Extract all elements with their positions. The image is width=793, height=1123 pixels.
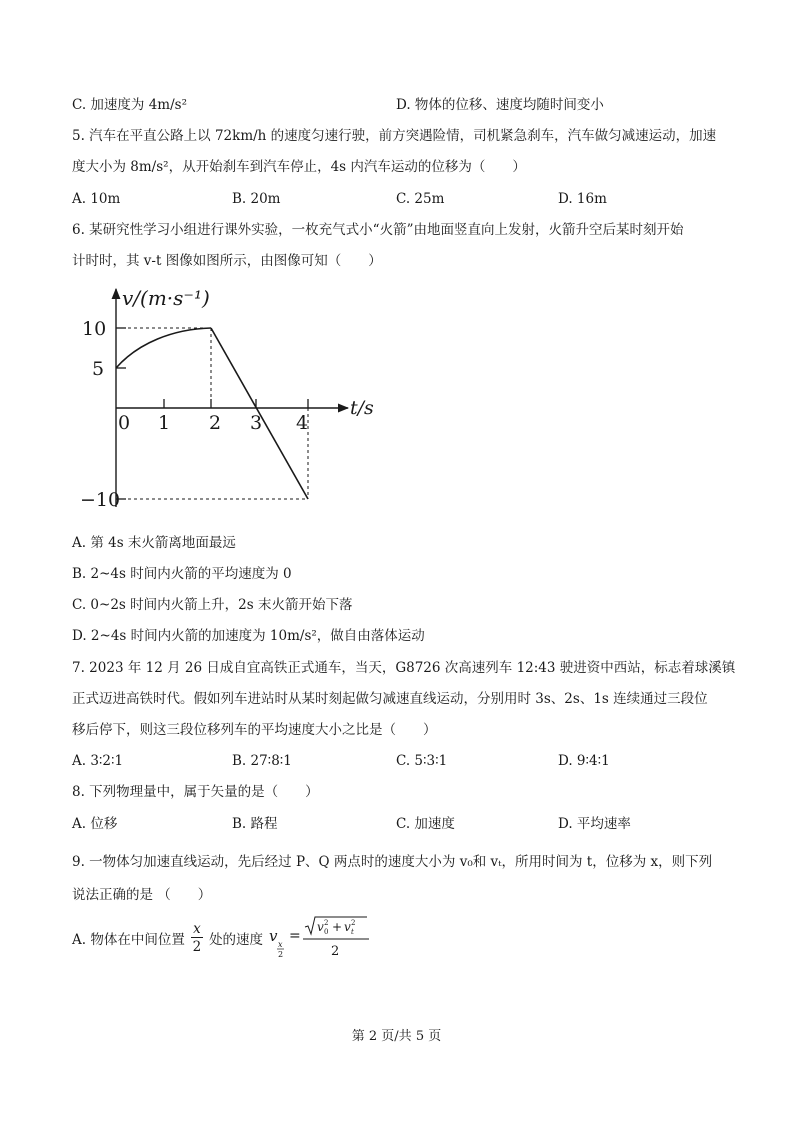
q9-stem-line-2: 说法正确的是 （ ） — [72, 887, 212, 903]
q8-option-b: B. 路程 — [232, 816, 278, 832]
svg-text:+: + — [332, 920, 343, 934]
svg-text:0: 0 — [324, 928, 329, 936]
q4-option-c: C. 加速度为 4m/s² — [72, 97, 188, 113]
fraction-numerator: x — [193, 920, 201, 937]
y-tick-5: 5 — [92, 358, 105, 380]
fraction-denominator: 2 — [192, 938, 202, 955]
q7-option-a: A. 3∶2∶1 — [72, 753, 124, 769]
q7-stem-line-3: 移后停下，则这三段位移列车的平均速度大小之比是（ ） — [72, 722, 437, 738]
svg-text:x: x — [278, 940, 283, 949]
svg-text:2: 2 — [278, 950, 284, 959]
q5-stem-line-1: 5. 汽车在平直公路上以 72km/h 的速度匀速行驶，前方突遇险情，司机紧急刹车，汽车做匀减速运动，加速 — [72, 128, 717, 144]
vt-graph — [78, 283, 378, 511]
q7-option-b: B. 27∶8∶1 — [232, 753, 292, 769]
page-footer: 第 2 页/共 5 页 — [351, 1029, 442, 1044]
q7-option-c: C. 5∶3∶1 — [396, 753, 448, 769]
q5-option-b: B. 20m — [232, 191, 281, 207]
q5-stem-line-2: 度大小为 8m/s²，从开始刹车到汽车停止，4s 内汽车运动的位移为（ ） — [72, 159, 526, 175]
q7-stem-line-1: 7. 2023 年 12 月 26 日成自宜高铁正式通车，当天，G8726 次高速列车 12:43 驶进资中西站，标志着球溪镇 — [72, 660, 736, 676]
q5-option-a: A. 10m — [72, 191, 121, 207]
q9-stem-line-1: 9. 一物体匀加速直线运动，先后经过 P、Q 两点时的速度大小为 v₀和 vₜ，所用时间为 t，位移为 x，则下列 — [72, 854, 713, 870]
q5-option-d: D. 16m — [558, 191, 607, 207]
q9-option-a-prefix: A. 物体在中间位置 — [72, 932, 185, 948]
velocity-curve — [116, 328, 211, 368]
svg-text:2: 2 — [324, 919, 329, 927]
x-tick-3: 3 — [250, 412, 263, 434]
q7-option-d: D. 9∶4∶1 — [558, 753, 610, 769]
y-axis-label: v/(m·s⁻¹) — [122, 286, 210, 310]
svg-text:=: = — [289, 928, 302, 944]
q8-option-d: D. 平均速率 — [558, 816, 631, 832]
svg-text:v: v — [344, 920, 352, 934]
q6-stem-line-1: 6. 某研究性学习小组进行课外实验，一枚充气式小“火箭”由地面竖直向上发射，火箭升空后某时刻开始 — [72, 222, 684, 238]
q6-option-a: A. 第 4s 末火箭离地面最远 — [72, 535, 236, 551]
x-tick-2: 2 — [209, 412, 222, 434]
svg-text:2: 2 — [331, 944, 340, 959]
midpoint-velocity-formula — [267, 915, 377, 961]
y-tick-10: 10 — [82, 318, 107, 340]
svg-text:2: 2 — [351, 919, 356, 927]
svg-text:t: t — [351, 928, 355, 936]
q9-option-a — [72, 915, 377, 965]
y-tick-neg10: −10 — [80, 489, 121, 511]
q6-stem-line-2: 计时时，其 v-t 图像如图所示，由图像可知（ ） — [72, 253, 382, 269]
svg-text:v: v — [317, 920, 325, 934]
q6-option-c: C. 0~2s 时间内火箭上升，2s 末火箭开始下落 — [72, 597, 353, 613]
q7-stem-line-2: 正式迈进高铁时代。假如列车进站时从某时刻起做匀减速直线运动，分别用时 3s、2s、1s 连续通过三段位 — [72, 691, 708, 707]
x-tick-0: 0 — [118, 412, 131, 434]
q5-option-c: C. 25m — [396, 191, 445, 207]
half-x-fraction — [191, 921, 203, 956]
q8-option-c: C. 加速度 — [396, 816, 455, 832]
x-tick-4: 4 — [296, 412, 309, 434]
q6-option-b: B. 2~4s 时间内火箭的平均速度为 0 — [72, 566, 292, 582]
svg-text:v: v — [269, 927, 278, 945]
q6-option-d: D. 2~4s 时间内火箭的加速度为 10m/s²，做自由落体运动 — [72, 628, 425, 644]
x-tick-1: 1 — [158, 412, 171, 434]
q9-option-a-mid: 处的速度 — [209, 932, 264, 948]
q4-option-d: D. 物体的位移、速度均随时间变小 — [396, 97, 604, 113]
q8-option-a: A. 位移 — [72, 816, 118, 832]
x-axis-label: t/s — [350, 397, 374, 419]
q8-stem: 8. 下列物理量中，属于矢量的是（ ） — [72, 784, 319, 800]
